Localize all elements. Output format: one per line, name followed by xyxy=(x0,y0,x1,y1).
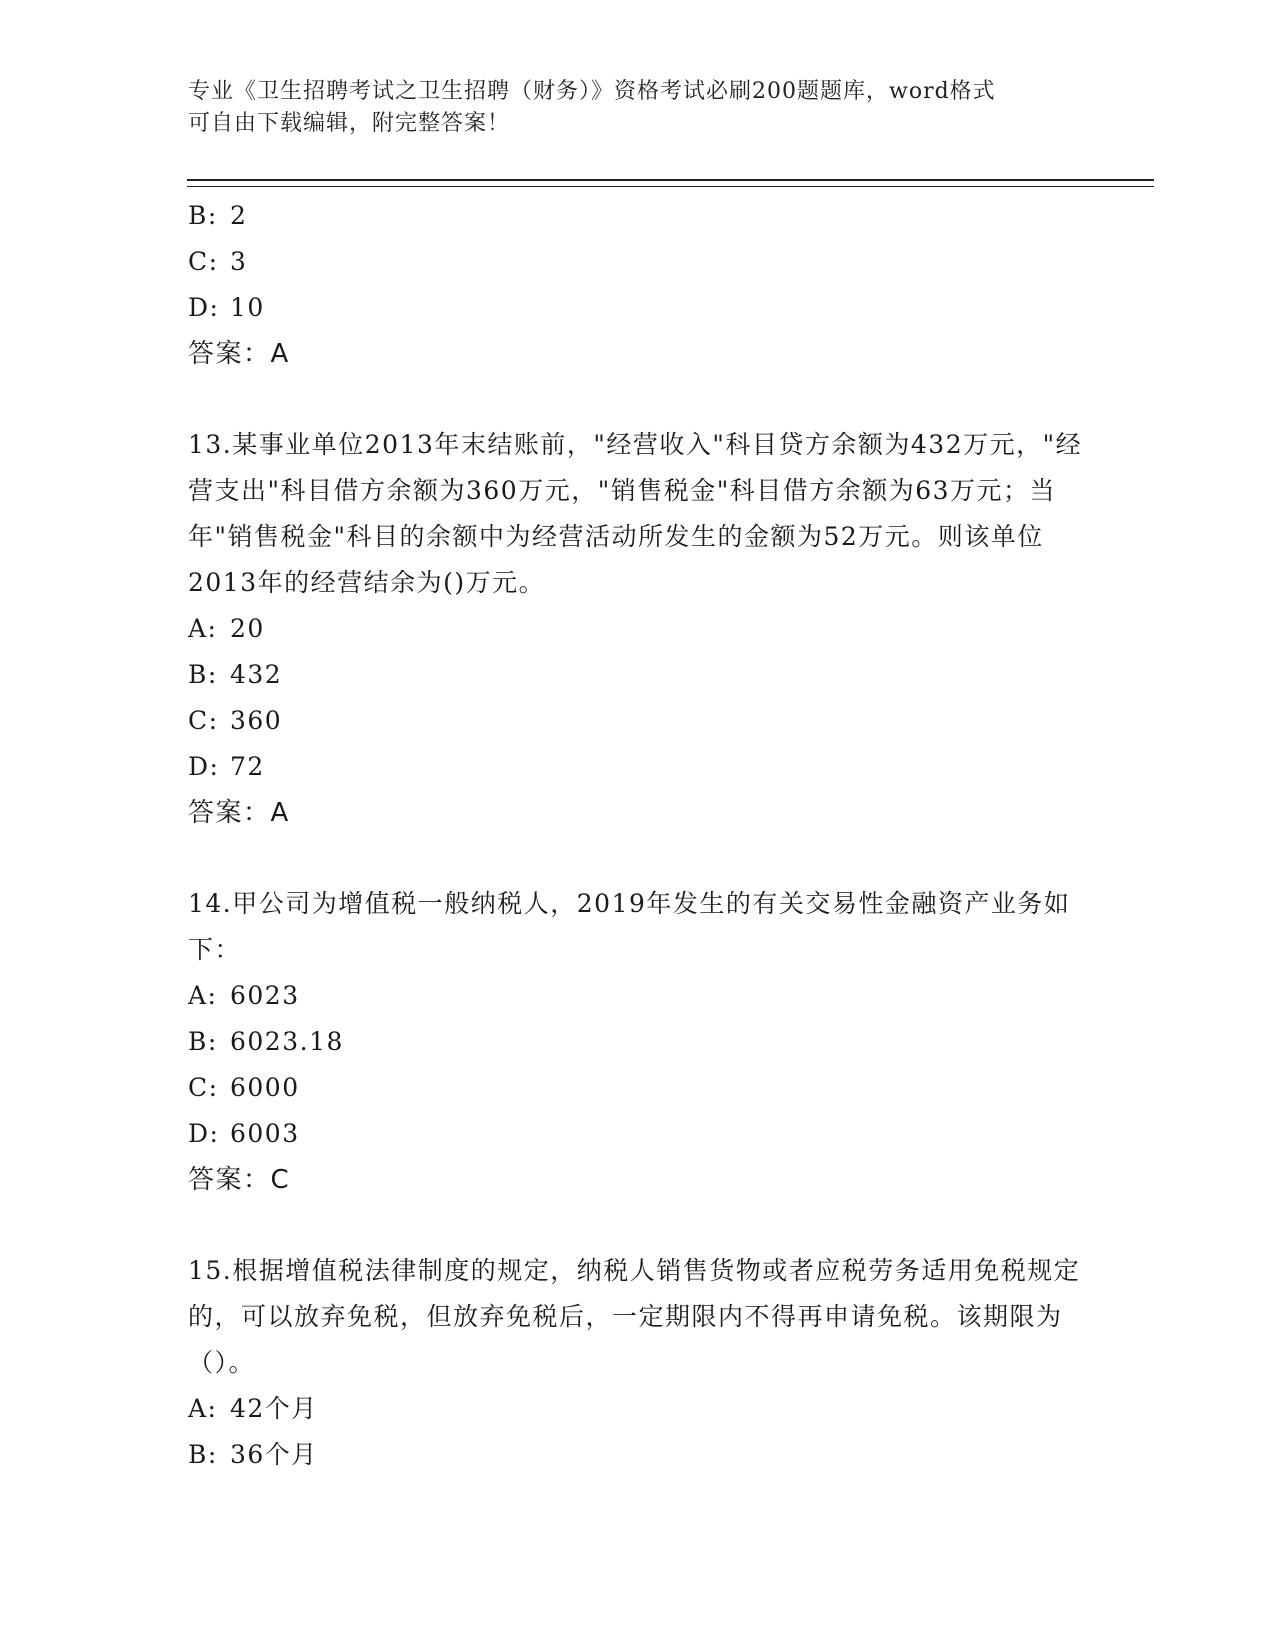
option-b: B: 36个月 xyxy=(188,1440,318,1469)
option-d: D: 6003 xyxy=(188,1119,300,1148)
option-d: D: 10 xyxy=(188,293,265,322)
answer-line: 答案：C xyxy=(188,1165,291,1195)
option-c: C: 6000 xyxy=(188,1073,300,1102)
header-line-2: 可自由下载编辑，附完整答案！ xyxy=(188,111,511,136)
document-body xyxy=(188,193,1088,1478)
answer-line: 答案：A xyxy=(188,339,290,369)
option-b: B: 6023.18 xyxy=(188,1027,344,1056)
answer-line: 答案：A xyxy=(188,798,290,828)
question-block-12 xyxy=(188,193,1088,377)
document-header xyxy=(188,76,1088,140)
option-c: C: 3 xyxy=(188,247,248,276)
question-block-14 xyxy=(188,881,1088,1203)
question-block-13 xyxy=(188,422,1088,836)
header-line-1: 专业《卫生招聘考试之卫生招聘（财务）》资格考试必刷200题题库，word格式 xyxy=(188,79,996,104)
header-divider xyxy=(187,179,1154,187)
question-block-15 xyxy=(188,1248,1088,1478)
option-a: A: 20 xyxy=(188,614,265,643)
option-a: A: 6023 xyxy=(188,981,300,1010)
question-text: 13.某事业单位2013年末结账前，"经营收入"科目贷方余额为432万元，"经营支出"科目借方余额为360万元，"销售税金"科目借方余额为63万元；当年"销售税金"科目的余额中为经营活动所发生的金额为52万元。则该单位2013年的经营结余为()万元。 xyxy=(188,430,1083,597)
option-a: A: 42个月 xyxy=(188,1394,318,1423)
question-text: 15.根据增值税法律制度的规定，纳税人销售货物或者应税劳务适用免税规定的，可以放弃免税，但放弃免税后，一定期限内不得再申请免税。该期限为（）。 xyxy=(188,1256,1081,1377)
question-text: 14.甲公司为增值税一般纳税人，2019年发生的有关交易性金融资产业务如下： xyxy=(188,889,1071,964)
option-c: C: 360 xyxy=(188,706,283,735)
option-b: B: 2 xyxy=(188,201,248,230)
option-b: B: 432 xyxy=(188,660,283,689)
option-d: D: 72 xyxy=(188,752,265,781)
